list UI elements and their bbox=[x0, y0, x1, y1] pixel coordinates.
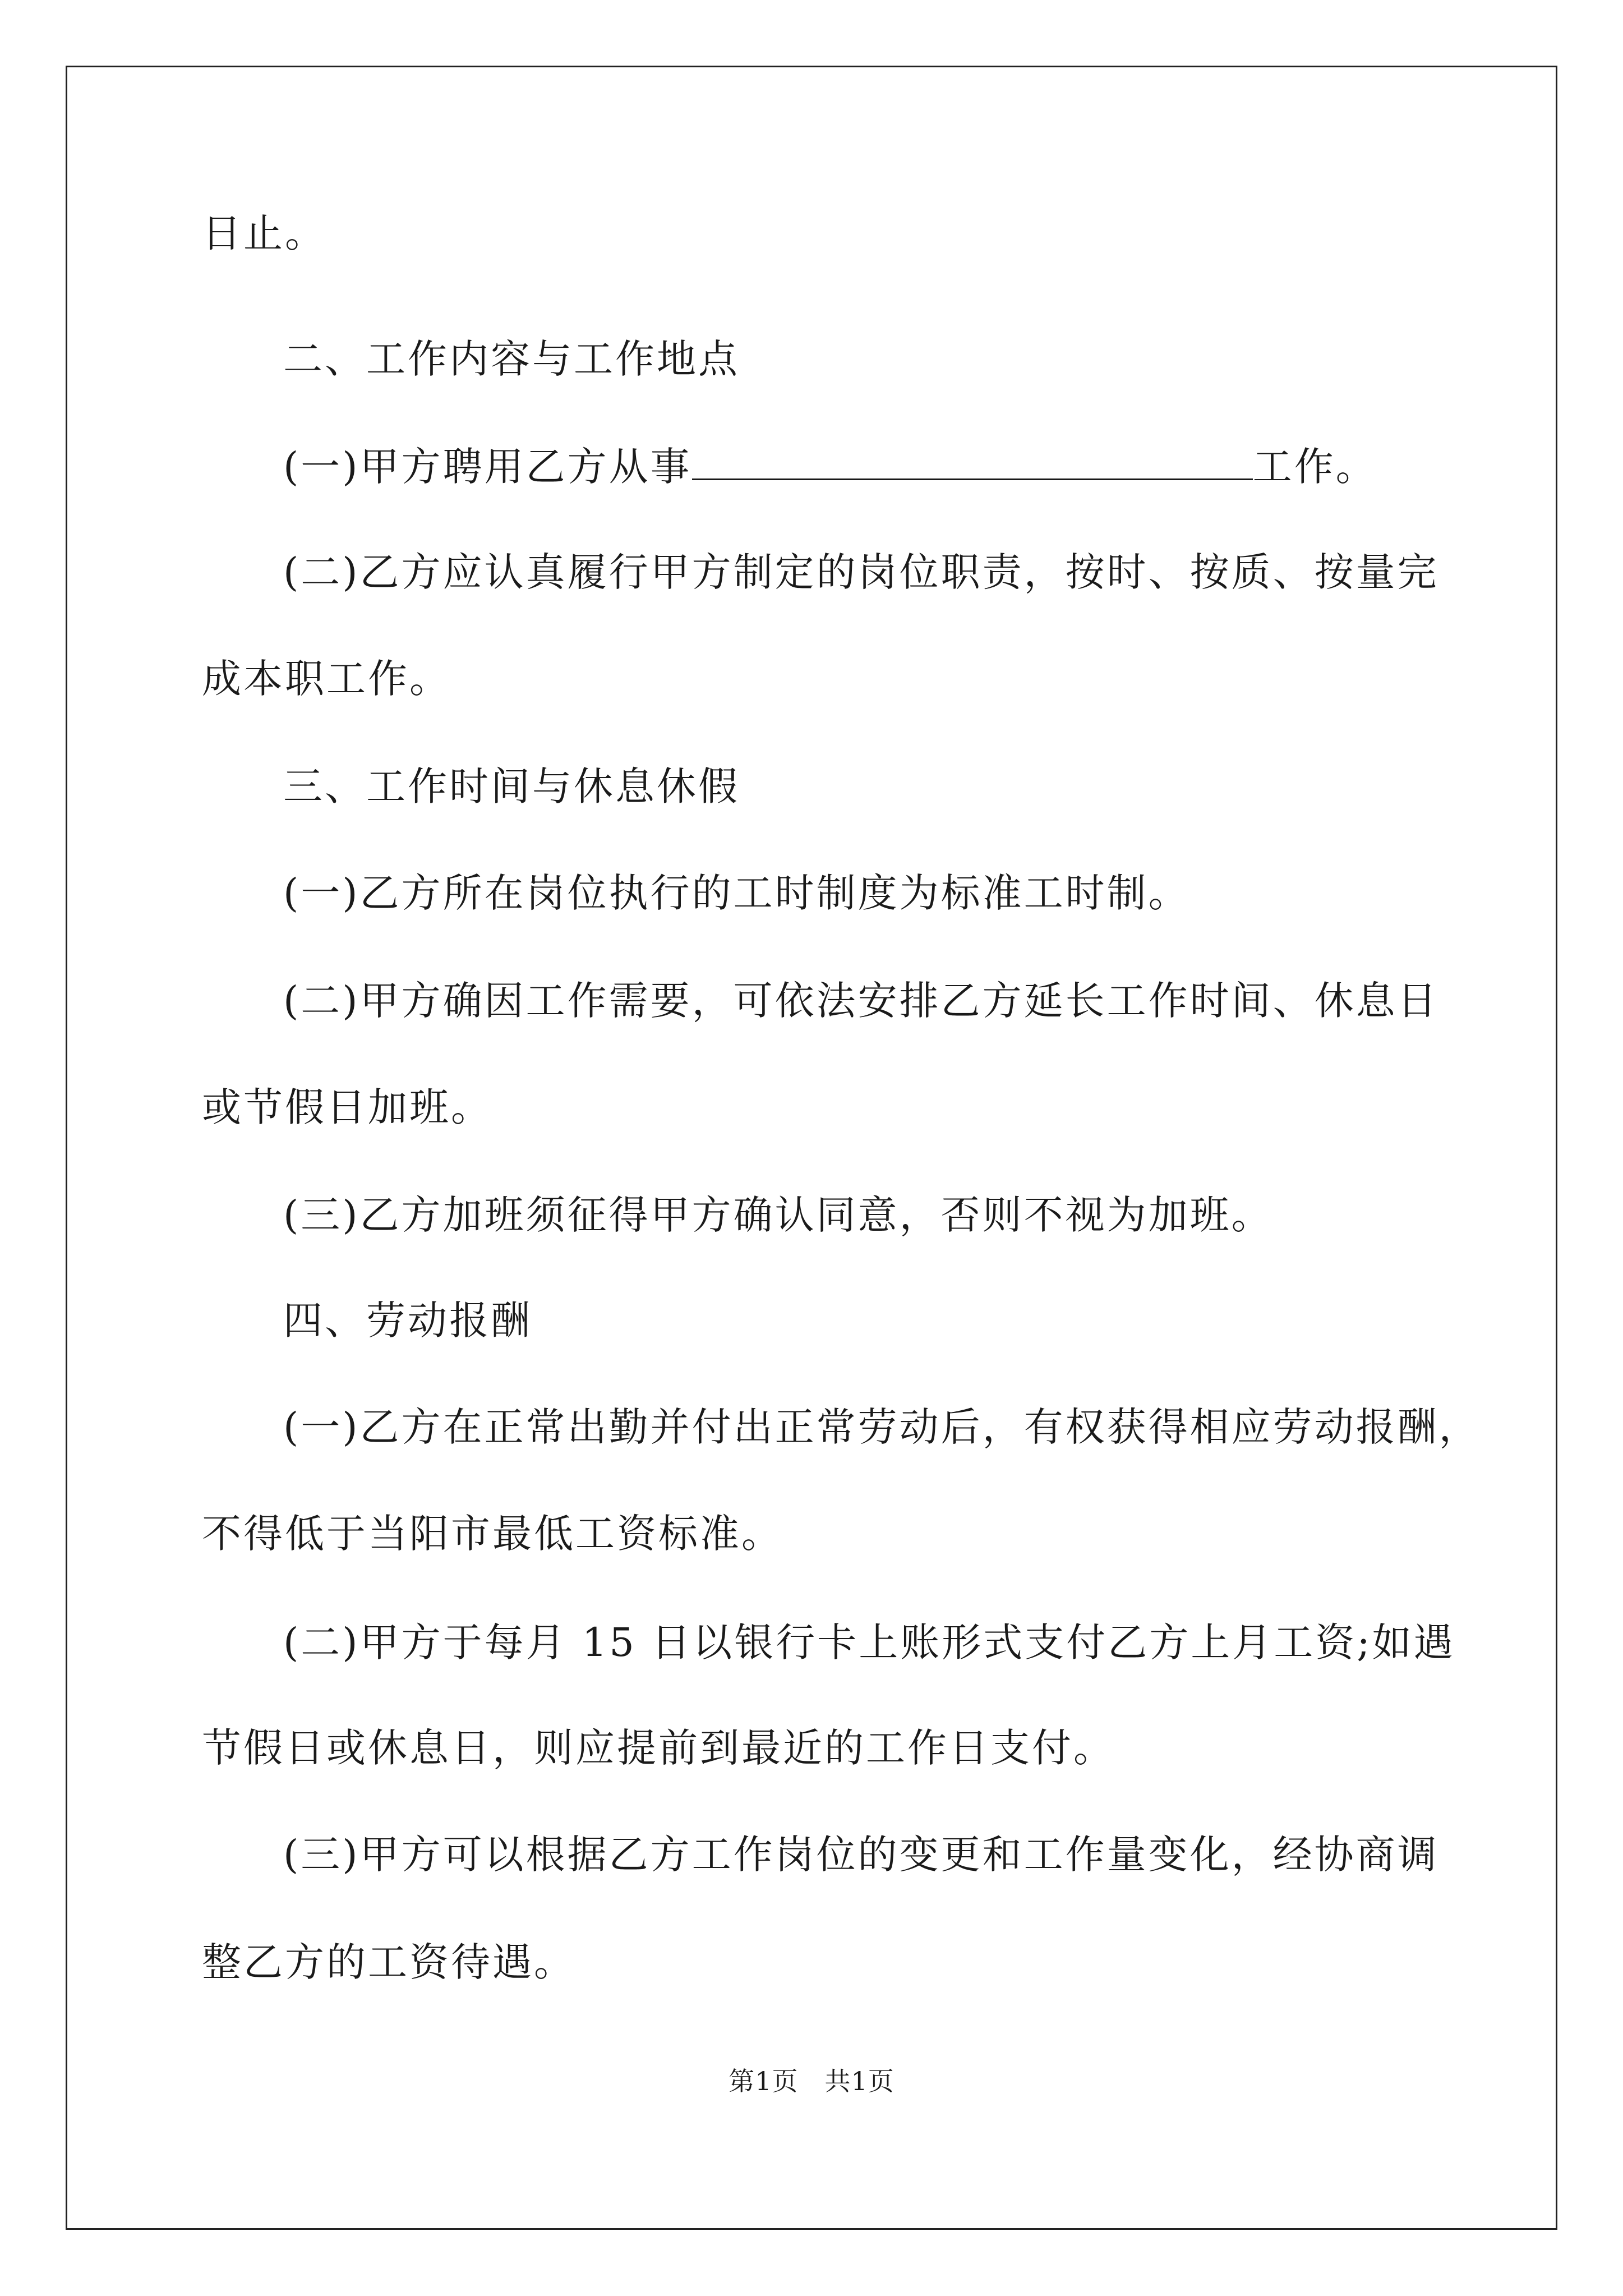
text-line: 或节假日加班。 bbox=[202, 1084, 492, 1130]
text-line: 节假日或休息日，则应提前到最近的工作日支付。 bbox=[202, 1725, 1115, 1771]
text-segment: 工作。 bbox=[1252, 444, 1377, 490]
section-heading: 四、劳动报酬 bbox=[283, 1297, 532, 1343]
fill-in-blank[interactable] bbox=[692, 443, 1253, 480]
page-border bbox=[66, 66, 1557, 2230]
text-line: (二)甲方于每月 15 日以银行卡上账形式支付乙方上月工资;如遇 bbox=[283, 1619, 1455, 1665]
text-line: 日止。 bbox=[202, 210, 326, 256]
text-line: (三)乙方加班须征得甲方确认同意，否则不视为加班。 bbox=[283, 1192, 1273, 1238]
text-line: (三)甲方可以根据乙方工作岗位的变更和工作量变化，经协商调 bbox=[283, 1832, 1439, 1878]
text-line: (一)乙方所在岗位执行的工时制度为标准工时制。 bbox=[283, 870, 1190, 916]
section-heading: 二、工作内容与工作地点 bbox=[283, 336, 740, 382]
text-line: (二)甲方确因工作需要，可依法安排乙方延长工作时间、休息日 bbox=[283, 978, 1439, 1024]
text-line: (二)乙方应认真履行甲方制定的岗位职责，按时、按质、按量完 bbox=[283, 549, 1439, 595]
text-line: (一)乙方在正常出勤并付出正常劳动后，有权获得相应劳动报酬， bbox=[283, 1404, 1481, 1450]
text-line-with-blank bbox=[283, 440, 1377, 494]
page-number-footer: 第1页 共1页 bbox=[728, 2066, 895, 2096]
section-heading: 三、工作时间与休息休假 bbox=[283, 763, 740, 809]
text-line: 不得低于当阳市最低工资标准。 bbox=[202, 1511, 783, 1557]
text-line: 成本职工作。 bbox=[202, 656, 451, 702]
text-segment: (一)甲方聘用乙方从事 bbox=[283, 444, 692, 490]
text-line: 整乙方的工资待遇。 bbox=[202, 1939, 575, 1985]
